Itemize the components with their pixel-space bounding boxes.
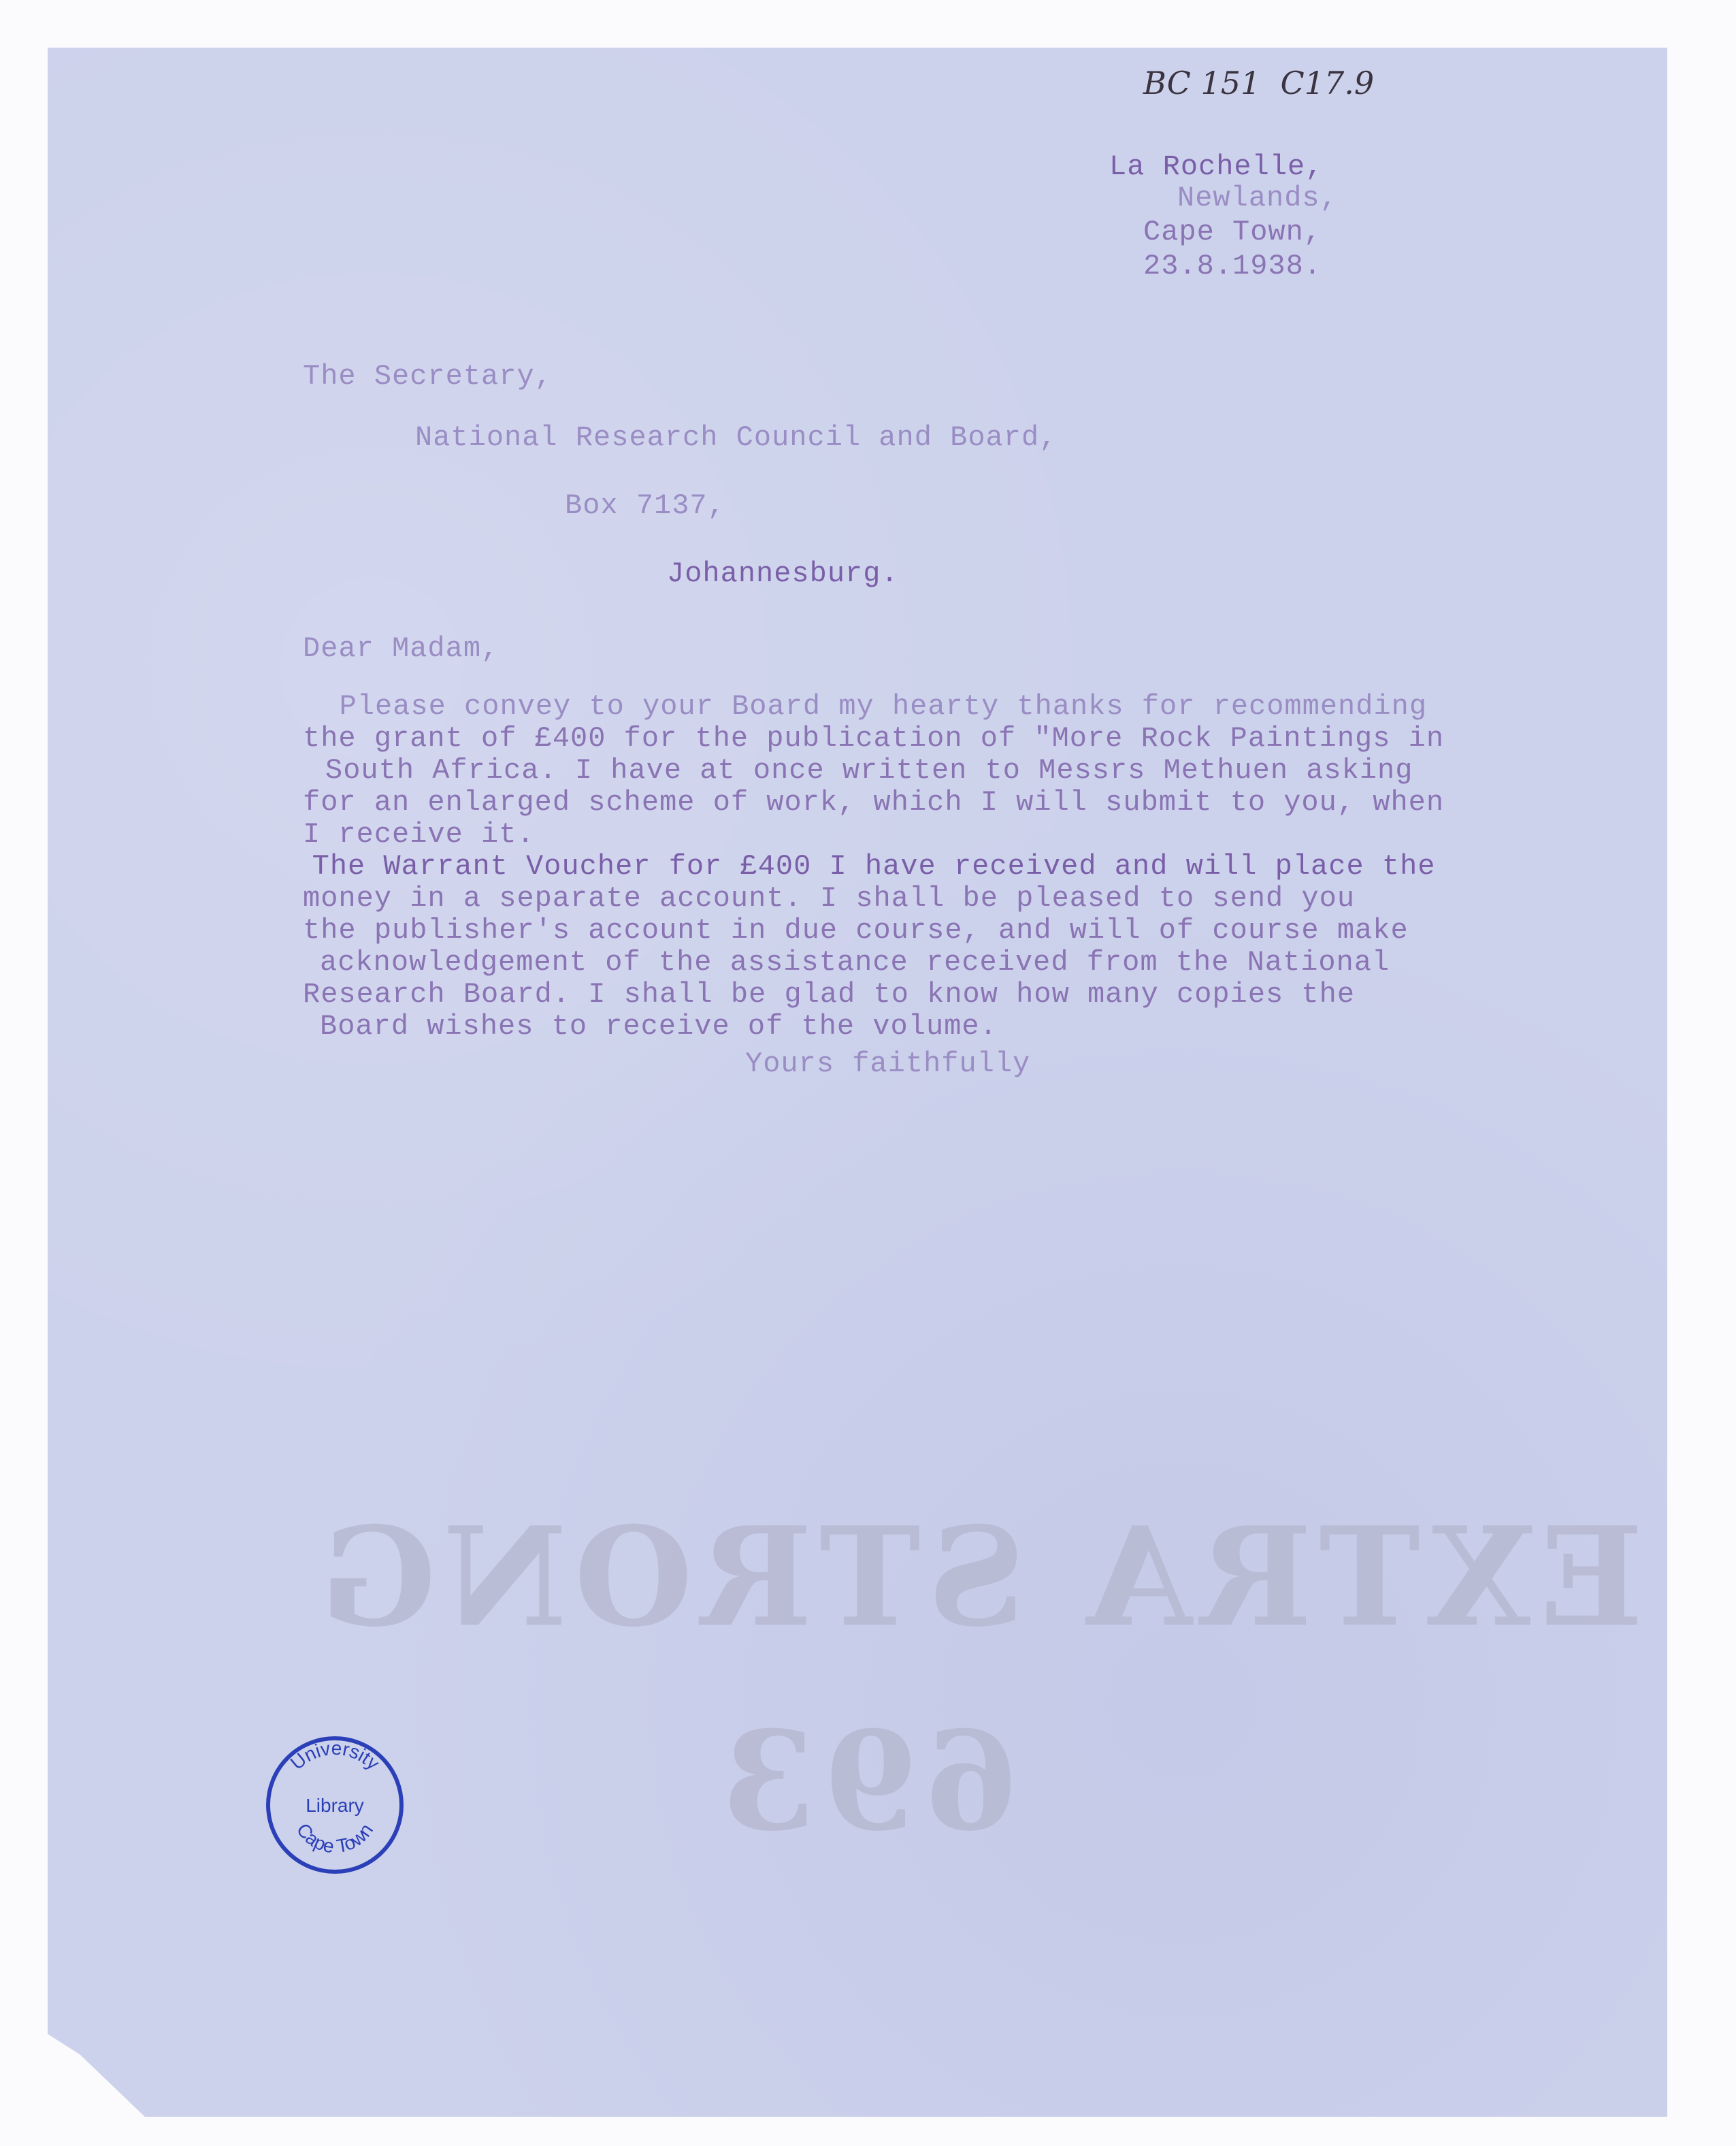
sender-address-line: La Rochelle, [1109, 150, 1324, 183]
body-line: I receive it. [303, 818, 535, 851]
recipient-box: Box 7137, [565, 489, 725, 522]
paper-watermark-number: 693 [715, 1702, 1019, 1862]
sender-address-line: Cape Town, [1143, 216, 1322, 248]
closing: Yours faithfully [745, 1047, 1031, 1080]
archive-reference-note: BC 151 C17.9 [1143, 65, 1375, 101]
paper-watermark-brand: EXTRA STRONG [313, 1497, 1643, 1657]
sender-address-line: Newlands, [1177, 182, 1338, 214]
body-line: South Africa. I have at once written to Messrs Methuen asking [325, 754, 1413, 787]
stamp-text-top: University [286, 1737, 384, 1774]
svg-text:Cape Town [293, 1819, 377, 1857]
salutation: Dear Madam, [303, 632, 499, 665]
body-line: for an enlarged scheme of work, which I will submit to you, when [303, 786, 1445, 819]
body-line: Please convey to your Board my hearty thanks for recommending [286, 690, 1428, 723]
body-line: the publisher's account in due course, and will of course make [303, 914, 1409, 947]
stamp-text-bottom: Cape Town [292, 1819, 378, 1857]
stamp-text-middle: Library [306, 1795, 364, 1816]
body-line: Board wishes to receive of the volume. [320, 1010, 998, 1043]
body-line: money in a separate account. I shall be pleased to send you [303, 882, 1356, 915]
recipient-organisation: National Research Council and Board, [415, 421, 1058, 454]
body-line: acknowledgement of the assistance received from the National [320, 946, 1390, 979]
university-library-stamp [264, 1734, 406, 1876]
recipient-city: Johannesburg. [667, 557, 899, 590]
svg-text:University [286, 1738, 384, 1774]
recipient-title: The Secretary, [303, 360, 553, 393]
body-line: the grant of £400 for the publication of "More Rock Paintings in [303, 722, 1445, 755]
body-line: The Warrant Voucher for £400 I have received and will place the [259, 850, 1436, 883]
body-line: Research Board. I shall be glad to know how many copies the [303, 978, 1356, 1011]
sender-address-line: 23.8.1938. [1143, 250, 1322, 282]
